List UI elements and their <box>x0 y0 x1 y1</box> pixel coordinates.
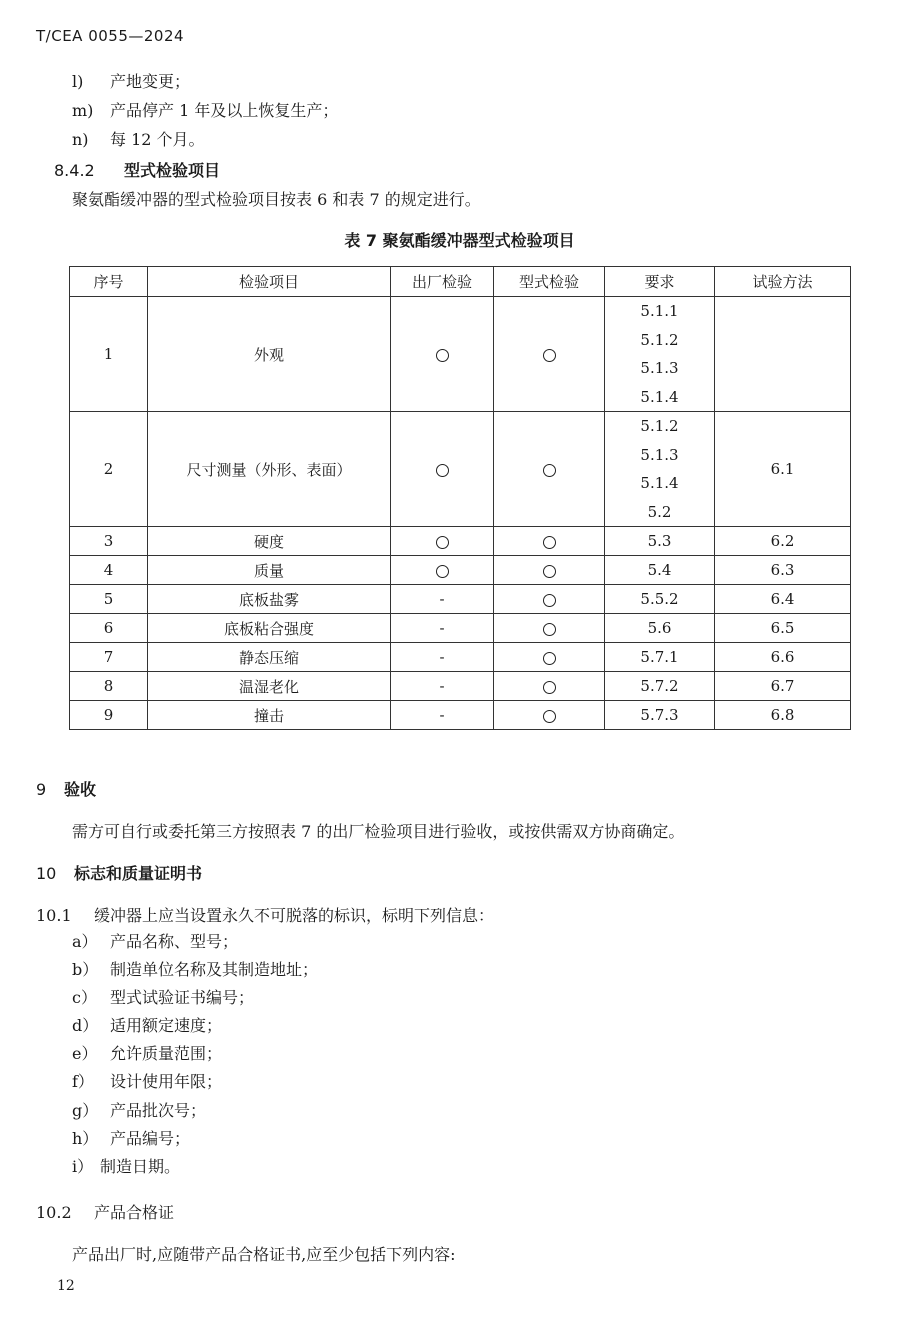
requirement-ref: 5.1.1 <box>640 302 679 320</box>
circle-mark-icon <box>436 565 449 578</box>
type-check-cell <box>494 585 605 614</box>
row-number: 1 <box>70 297 148 412</box>
section-title: 型式检验项目 <box>124 161 221 180</box>
requirement-cell <box>605 297 715 412</box>
list-text: 适用额定速度； <box>110 1016 223 1035</box>
type-check-cell <box>494 672 605 701</box>
row-item: 尺寸测量（外形、表面） <box>148 412 391 527</box>
header-cell: 出厂检验 <box>391 267 494 297</box>
row-number: 7 <box>70 643 148 672</box>
list-label: i） <box>72 1157 94 1176</box>
factory-check-cell: - <box>391 701 494 730</box>
list-text: 产品批次号； <box>110 1101 207 1120</box>
list-text: 型式试验证书编号； <box>110 988 255 1007</box>
row-item: 静态压缩 <box>148 643 391 672</box>
list-text: 每 12 个月。 <box>110 130 205 149</box>
row-item: 底板盐雾 <box>148 585 391 614</box>
list-label: m) <box>72 101 94 120</box>
row-number: 4 <box>70 556 148 585</box>
type-check-cell <box>494 297 605 412</box>
circle-mark-icon <box>543 349 556 362</box>
list-item <box>72 1129 190 1149</box>
paragraph: 聚氨酯缓冲器的型式检验项目按表 6 和表 7 的规定进行。 <box>72 190 481 209</box>
factory-check-cell <box>391 412 494 527</box>
circle-mark-icon <box>543 710 556 723</box>
factory-check-cell: - <box>391 585 494 614</box>
table-row <box>70 556 851 585</box>
table-row <box>70 672 851 701</box>
circle-mark-icon <box>543 464 556 477</box>
section-title: 标志和质量证明书 <box>74 864 203 883</box>
inspection-table <box>69 266 851 730</box>
section-title: 验收 <box>64 780 97 799</box>
table-row <box>70 701 851 730</box>
header-cell: 序号 <box>70 267 148 297</box>
type-check-cell <box>494 527 605 556</box>
document-id: T/CEA 0055—2024 <box>36 27 185 45</box>
factory-check-cell: - <box>391 672 494 701</box>
row-item: 外观 <box>148 297 391 412</box>
requirement-cell <box>605 412 715 527</box>
circle-mark-icon <box>543 623 556 636</box>
factory-check-cell: - <box>391 643 494 672</box>
list-item <box>72 988 254 1008</box>
circle-mark-icon <box>543 565 556 578</box>
requirement-ref: 5.1.3 <box>640 445 679 464</box>
row-number: 3 <box>70 527 148 556</box>
table-row <box>70 527 851 556</box>
paragraph: 需方可自行或委托第三方按照表 7 的出厂检验项目进行验收，或按供需双方协商确定。 <box>72 822 685 841</box>
requirement-cell: 5.7.1 <box>605 643 715 672</box>
list-text: 制造日期。 <box>100 1157 181 1176</box>
list-item <box>72 130 205 150</box>
list-label: b） <box>72 960 99 979</box>
clause-text: 缓冲器上应当设置永久不可脱落的标识，标明下列信息： <box>94 906 495 925</box>
header-cell: 试验方法 <box>715 267 851 297</box>
row-item: 底板粘合强度 <box>148 614 391 643</box>
list-label: g） <box>72 1101 99 1120</box>
test-method-cell <box>715 297 851 412</box>
row-item: 撞击 <box>148 701 391 730</box>
test-method-cell: 6.6 <box>715 643 851 672</box>
requirement-cell: 5.7.2 <box>605 672 715 701</box>
section-heading <box>54 158 220 181</box>
header-cell: 型式检验 <box>494 267 605 297</box>
type-check-cell <box>494 556 605 585</box>
list-label: c） <box>72 988 97 1007</box>
row-number: 6 <box>70 614 148 643</box>
requirement-cell: 5.7.3 <box>605 701 715 730</box>
paragraph: 产品出厂时,应随带产品合格证书,应至少包括下列内容: <box>72 1245 456 1264</box>
test-method-cell: 6.7 <box>715 672 851 701</box>
row-number: 5 <box>70 585 148 614</box>
list-text: 产地变更； <box>110 72 191 91</box>
list-item <box>72 960 318 980</box>
circle-mark-icon <box>543 594 556 607</box>
section-heading <box>36 861 202 884</box>
requirement-ref: 5.1.3 <box>640 359 679 377</box>
table-row <box>70 297 851 412</box>
list-text: 允许质量范围； <box>110 1044 223 1063</box>
factory-check-cell <box>391 527 494 556</box>
list-item <box>72 1044 222 1064</box>
test-method-cell: 6.4 <box>715 585 851 614</box>
list-text: 产品停产 1 年及以上恢复生产； <box>110 101 339 120</box>
list-label: n) <box>72 130 89 149</box>
clause <box>36 1200 174 1223</box>
list-text: 产品名称、型号； <box>110 932 239 951</box>
circle-mark-icon <box>436 349 449 362</box>
factory-check-cell: - <box>391 614 494 643</box>
row-number: 2 <box>70 412 148 527</box>
requirement-ref: 5.1.2 <box>640 417 679 435</box>
list-item <box>72 932 238 952</box>
list-item <box>72 72 190 92</box>
list-item <box>72 1157 180 1177</box>
clause <box>36 903 494 926</box>
circle-mark-icon <box>543 652 556 665</box>
list-label: e） <box>72 1044 98 1063</box>
row-item: 硬度 <box>148 527 391 556</box>
type-check-cell <box>494 614 605 643</box>
requirement-cell: 5.6 <box>605 614 715 643</box>
type-check-cell <box>494 643 605 672</box>
list-text: 制造单位名称及其制造地址； <box>110 960 319 979</box>
test-method-cell: 6.5 <box>715 614 851 643</box>
circle-mark-icon <box>436 464 449 477</box>
row-number: 9 <box>70 701 148 730</box>
requirement-cell: 5.5.2 <box>605 585 715 614</box>
list-label: l) <box>72 72 84 91</box>
table-header-row <box>70 267 851 297</box>
requirement-ref: 5.1.4 <box>640 387 679 406</box>
header-cell: 检验项目 <box>148 267 391 297</box>
list-label: f） <box>72 1072 94 1091</box>
type-check-cell <box>494 412 605 527</box>
list-label: a） <box>72 932 98 951</box>
section-number: 9 <box>36 780 47 799</box>
header-cell: 要求 <box>605 267 715 297</box>
type-check-cell <box>494 701 605 730</box>
circle-mark-icon <box>543 536 556 549</box>
requirement-cell: 5.3 <box>605 527 715 556</box>
table-row <box>70 412 851 527</box>
section-heading <box>36 777 96 800</box>
circle-mark-icon <box>436 536 449 549</box>
section-number: 8.4.2 <box>54 161 95 180</box>
list-text: 设计使用年限； <box>110 1072 223 1091</box>
test-method-cell: 6.1 <box>715 412 851 527</box>
clause-number: 10.1 <box>36 906 72 925</box>
list-label: h） <box>72 1129 99 1148</box>
requirement-cell: 5.4 <box>605 556 715 585</box>
requirement-ref: 5.2 <box>647 502 672 521</box>
row-number: 8 <box>70 672 148 701</box>
row-item: 温湿老化 <box>148 672 391 701</box>
table-row <box>70 643 851 672</box>
list-item <box>72 101 338 121</box>
factory-check-cell <box>391 556 494 585</box>
page-number: 12 <box>57 1278 75 1294</box>
test-method-cell: 6.8 <box>715 701 851 730</box>
test-method-cell: 6.3 <box>715 556 851 585</box>
test-method-cell: 6.2 <box>715 527 851 556</box>
requirement-ref: 5.1.2 <box>640 330 679 349</box>
list-text: 产品编号； <box>110 1129 191 1148</box>
table-row <box>70 585 851 614</box>
list-label: d） <box>72 1016 99 1035</box>
factory-check-cell <box>391 297 494 412</box>
section-number: 10 <box>36 864 57 883</box>
table-caption: 表 7 聚氨酯缓冲器型式检验项目 <box>344 231 575 250</box>
clause-title: 产品合格证 <box>94 1203 175 1222</box>
list-item <box>72 1072 222 1092</box>
clause-number: 10.2 <box>36 1203 72 1222</box>
circle-mark-icon <box>543 681 556 694</box>
list-item <box>72 1101 206 1121</box>
table-row <box>70 614 851 643</box>
list-item <box>72 1016 222 1036</box>
row-item: 质量 <box>148 556 391 585</box>
requirement-ref: 5.1.4 <box>640 474 679 492</box>
